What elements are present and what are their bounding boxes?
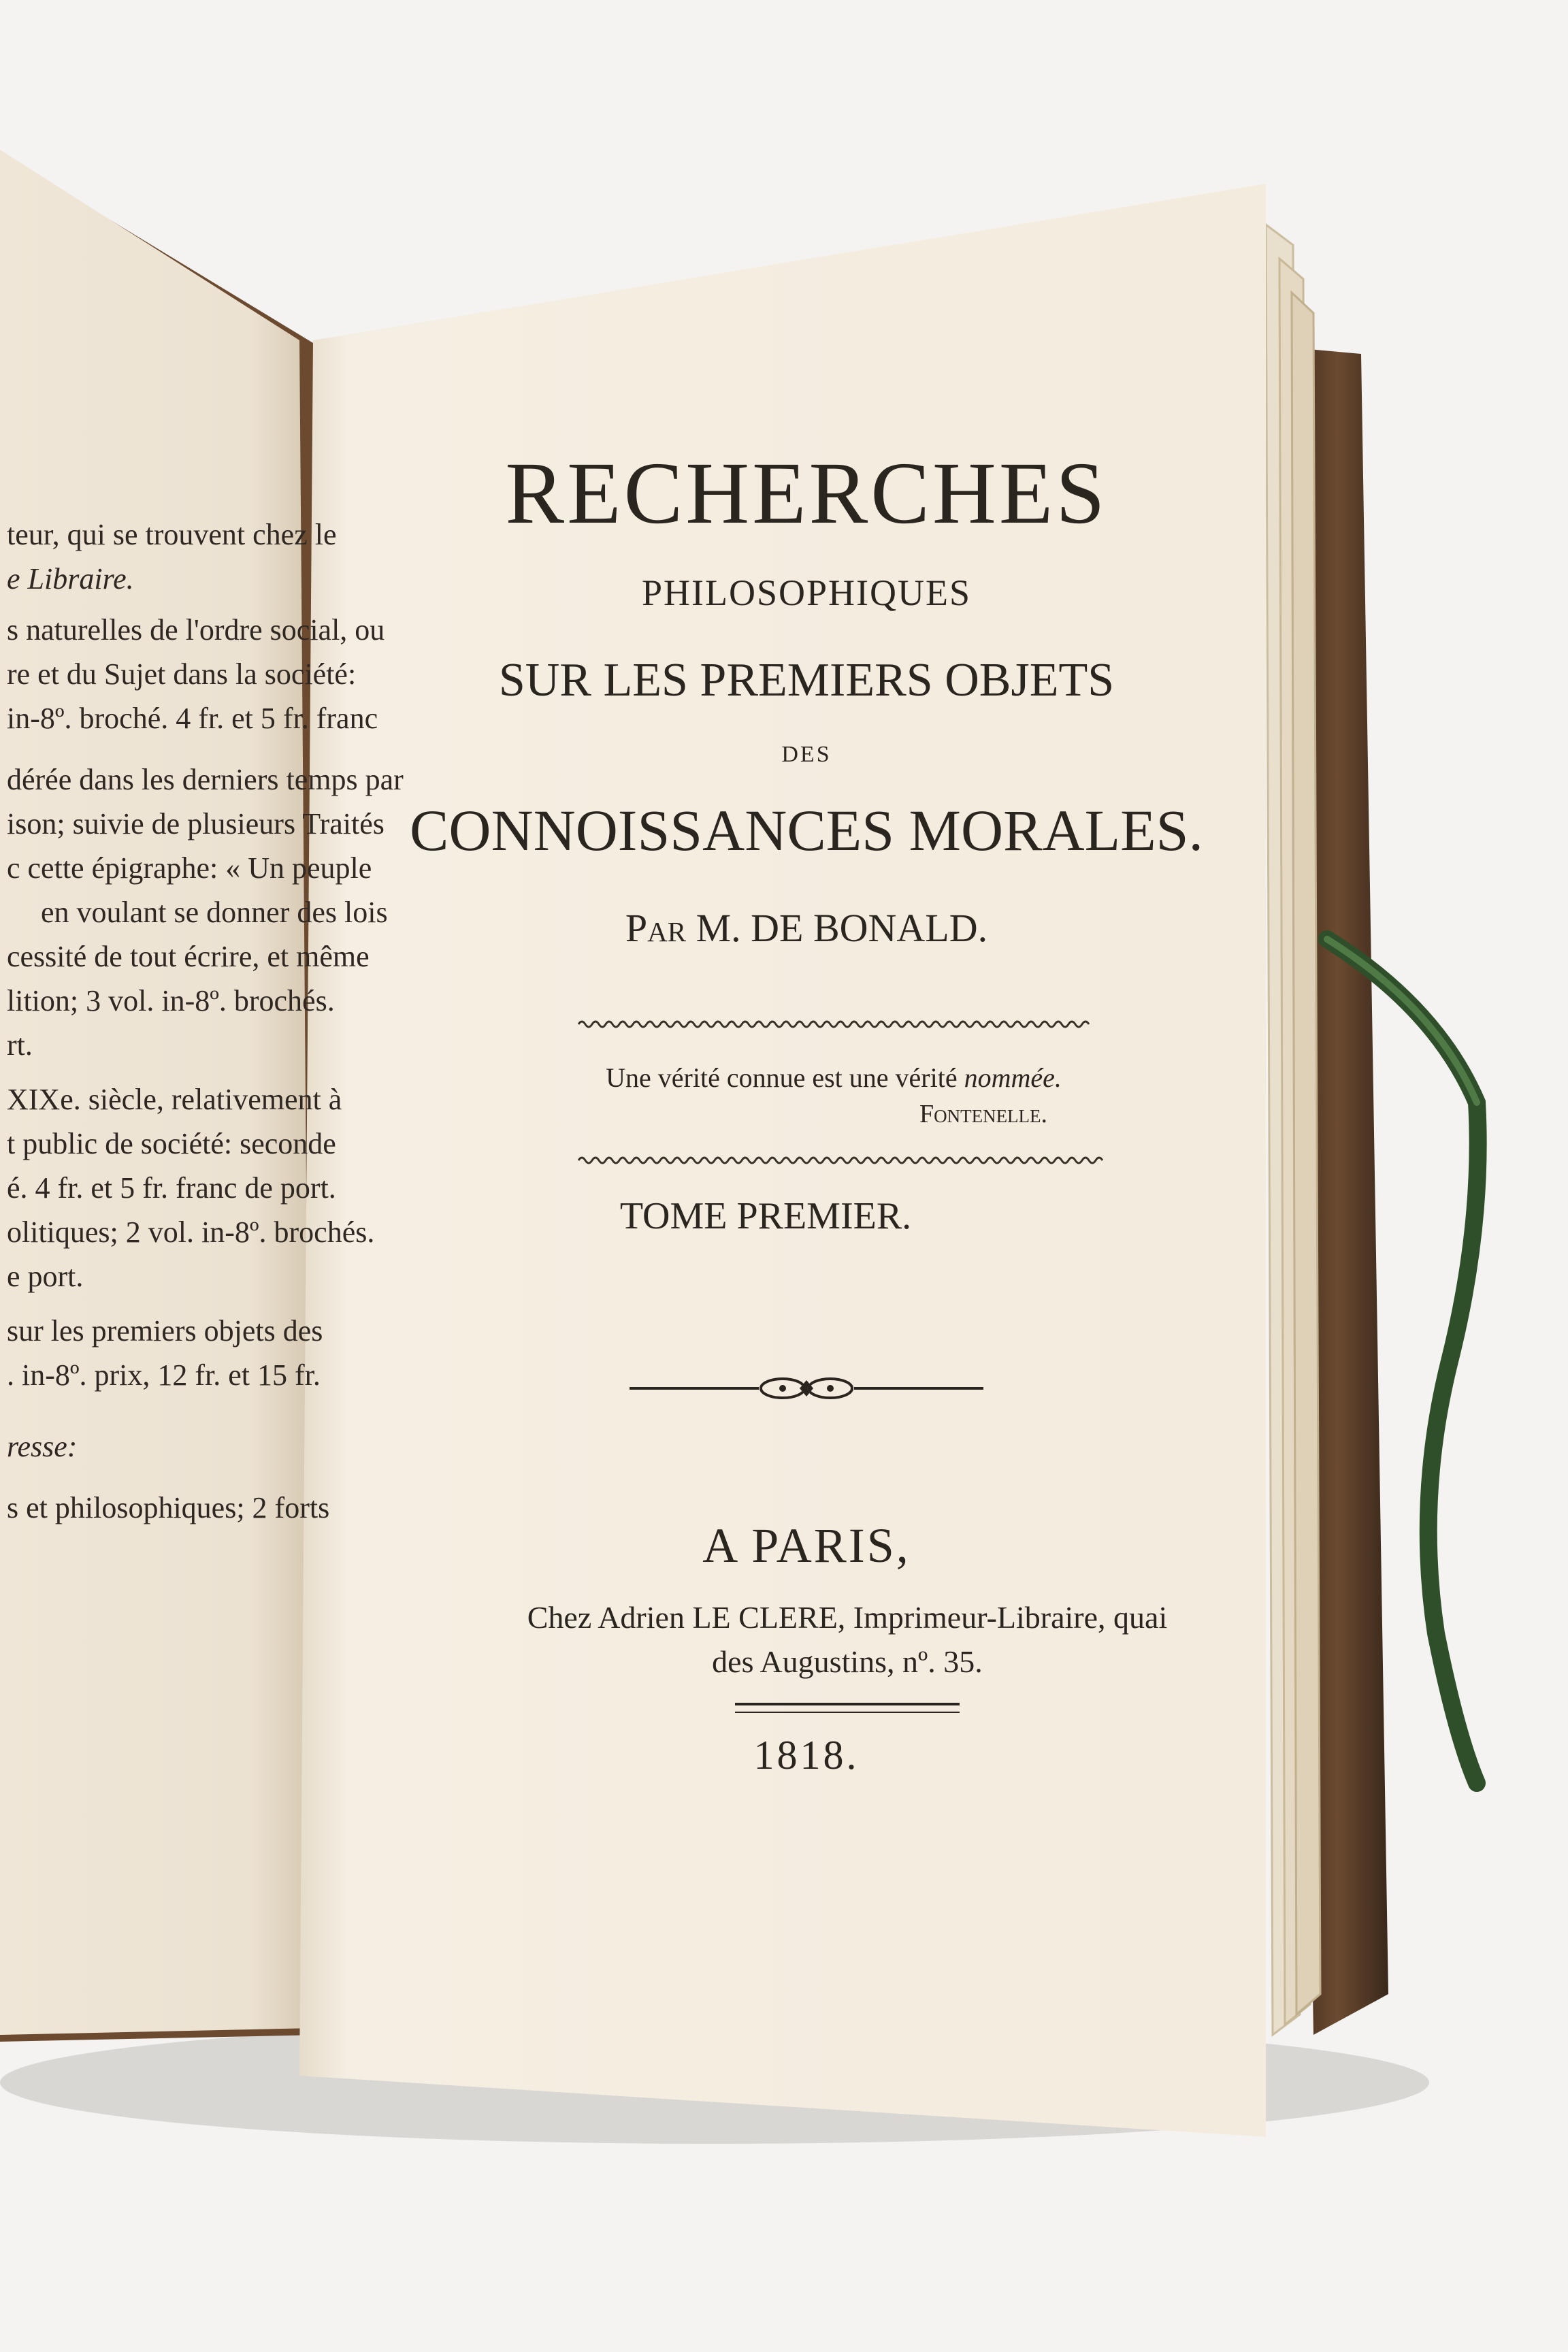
publisher-line-1: Chez Adrien LE CLERE, Imprimeur-Libraire, quai	[527, 1600, 1168, 1635]
verso-line: . in-8º. prix, 12 fr. et 15 fr.	[7, 1358, 321, 1392]
verso-line: é. 4 fr. et 5 fr. franc de port.	[7, 1171, 336, 1205]
verso-line: olitiques; 2 vol. in-8º. brochés.	[7, 1215, 375, 1249]
verso-line: c cette épigraphe: « Un peuple	[7, 851, 372, 885]
place-of-publication: A PARIS,	[702, 1518, 911, 1573]
epigraph-text-italic: nommée.	[964, 1062, 1062, 1093]
epigraph-text	[347, 1062, 1320, 1094]
author-line: Par M. DE BONALD.	[625, 906, 988, 950]
verso-line: XIXe. siècle, relativement à	[7, 1083, 342, 1116]
verso-line: in-8º. broché. 4 fr. et 5 fr. franc	[7, 702, 378, 735]
verso-line: resse:	[7, 1430, 78, 1463]
verso-line: t public de société: seconde	[7, 1127, 336, 1160]
verso-line: sur les premiers objets des	[7, 1314, 323, 1348]
verso-line: re et du Sujet dans la société:	[7, 657, 357, 691]
subtitle-line-2: SUR LES PREMIERS OBJETS	[498, 654, 1115, 706]
subtitle-line-1: PHILOSOPHIQUES	[641, 572, 972, 613]
epigraph-rule-top	[578, 1017, 1096, 1031]
volume-label: TOME PREMIER.	[619, 1195, 912, 1237]
verso-line: rt.	[7, 1028, 33, 1062]
double-rule	[735, 1700, 960, 1716]
epigraph-source: Fontenelle.	[919, 1100, 1048, 1128]
subtitle-line-3: DES	[781, 742, 832, 767]
verso-page-text	[0, 476, 404, 2246]
verso-line: dérée dans les derniers temps par	[7, 763, 404, 796]
verso-line: s naturelles de l'ordre social, ou	[7, 613, 385, 647]
verso-line: en voulant se donner des lois	[41, 896, 388, 929]
verso-line: cessité de tout écrire, et même	[7, 940, 370, 973]
verso-line: s et philosophiques; 2 forts	[7, 1491, 330, 1524]
book-title: RECHERCHES	[505, 444, 1108, 542]
epigraph-rule-bottom	[578, 1154, 1096, 1167]
verso-line: ison; suivie de plusieurs Traités	[7, 807, 385, 840]
publication-year: 1818.	[753, 1733, 860, 1778]
subtitle-line-4: CONNOISSANCES MORALES.	[410, 798, 1203, 863]
publisher-line-2: des Augustins, nº. 35.	[712, 1644, 983, 1679]
verso-line: e Libraire.	[7, 562, 134, 595]
ornamental-divider	[630, 1368, 983, 1409]
verso-line: lition; 3 vol. in-8º. brochés.	[7, 984, 335, 1017]
epigraph-text-roman: Une vérité connue est une vérité	[606, 1062, 964, 1093]
verso-line: e port.	[7, 1260, 84, 1293]
verso-line: teur, qui se trouvent chez le	[7, 518, 337, 551]
title-page	[320, 184, 1293, 2137]
